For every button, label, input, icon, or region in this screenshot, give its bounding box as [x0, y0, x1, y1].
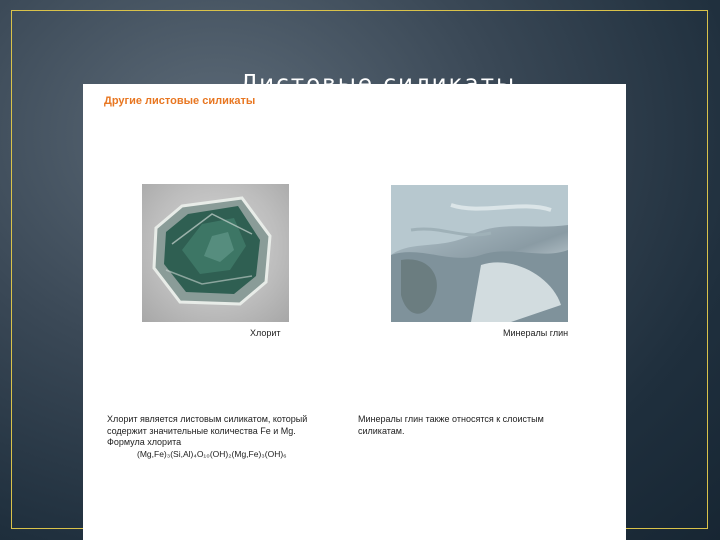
clay-minerals-caption: Минералы глин	[503, 328, 569, 338]
chlorite-text-line1: Хлорит является листовым силикатом, который	[107, 414, 308, 424]
chlorite-text-line3: Формула хлорита	[107, 437, 182, 447]
chlorite-image	[142, 184, 289, 322]
chlorite-caption: Хлорит	[250, 328, 281, 338]
clay-minerals-image	[391, 185, 568, 322]
chlorite-description	[107, 414, 337, 460]
clay-text-line2: силикатам.	[358, 425, 405, 436]
clay-minerals-description	[358, 414, 578, 437]
chlorite-text-line2: содержит значительные количества Fe и Mg.	[107, 425, 296, 436]
document-heading: Другие листовые силикаты	[104, 95, 256, 107]
clay-text-line1: Минералы глин также относятся к слоистым	[358, 414, 544, 424]
document-page	[83, 84, 626, 540]
chlorite-formula: (Mg,Fe)₃(Si,Al)₄O₁₀(OH)₂(Mg,Fe)₃(OH)₆	[137, 448, 287, 459]
